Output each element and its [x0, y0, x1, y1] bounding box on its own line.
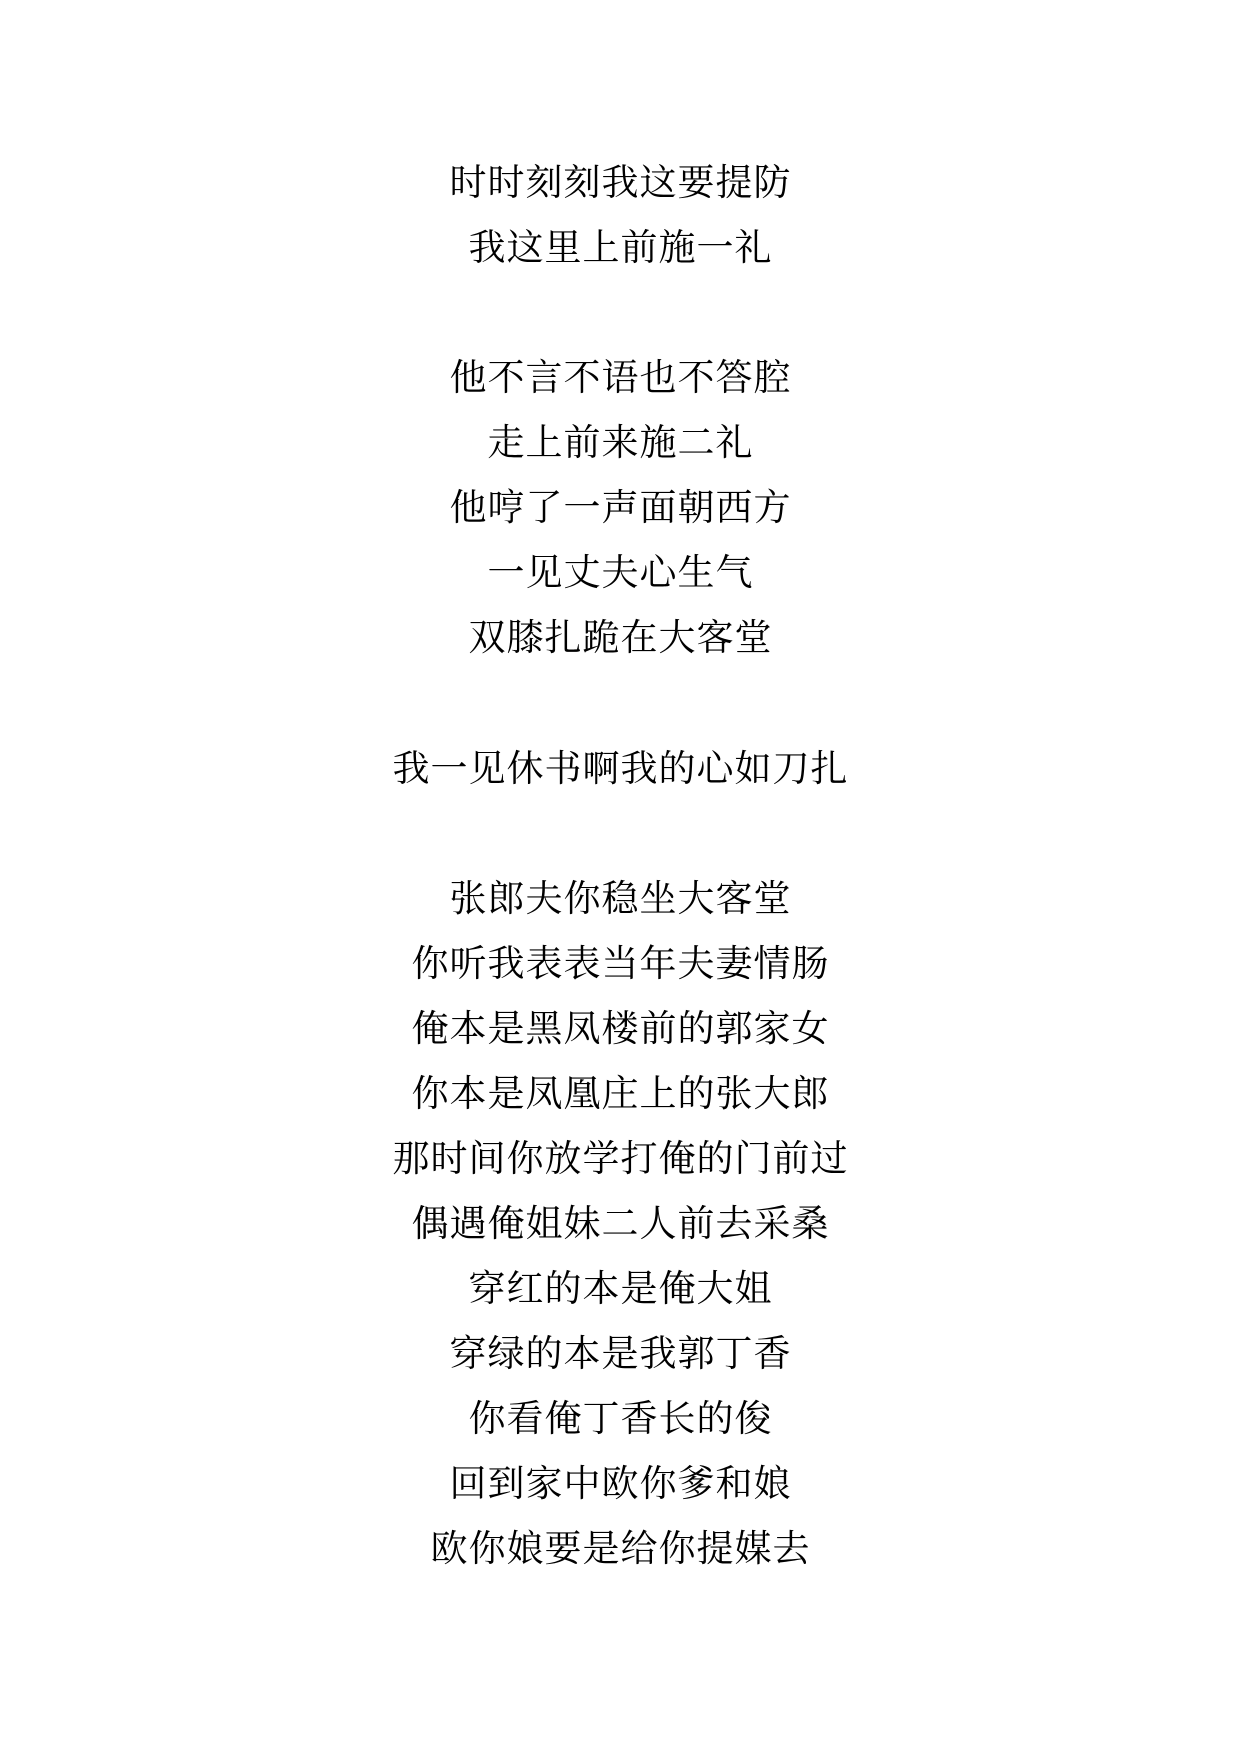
- lyric-line: 那时间你放学打俺的门前过: [392, 1137, 849, 1180]
- lyric-line: 你听我表表当年夫妻情肠: [411, 942, 830, 985]
- lyric-line: 欧你娘要是给你提媒去: [430, 1527, 811, 1570]
- lyric-line: 张郎夫你稳坐大客堂: [449, 877, 792, 920]
- lyric-line: 他哼了一声面朝西方: [449, 486, 792, 529]
- lyric-line: 走上前来施二礼: [487, 421, 754, 464]
- lyric-line: 偶遇俺姐妹二人前去采桑: [411, 1202, 830, 1245]
- lyric-line: 他不言不语也不答腔: [449, 356, 792, 399]
- lyric-line: 你看俺丁香长的俊: [468, 1397, 773, 1440]
- lyric-line: 我一见休书啊我的心如刀扎: [392, 747, 849, 790]
- lyric-line: 穿绿的本是我郭丁香: [449, 1332, 792, 1375]
- lyric-line: 时时刻刻我这要提防: [449, 161, 792, 204]
- lyric-line: 穿红的本是俺大姐: [468, 1267, 773, 1310]
- lyric-line: 双膝扎跪在大客堂: [468, 616, 773, 659]
- lyric-line: 我这里上前施一礼: [468, 226, 773, 269]
- lyric-line: 回到家中欧你爹和娘: [449, 1462, 792, 1505]
- lyric-line: 俺本是黑凤楼前的郭家女: [411, 1007, 830, 1050]
- lyric-line: 你本是凤凰庄上的张大郎: [411, 1072, 830, 1115]
- lyric-line: 一见丈夫心生气: [487, 551, 754, 594]
